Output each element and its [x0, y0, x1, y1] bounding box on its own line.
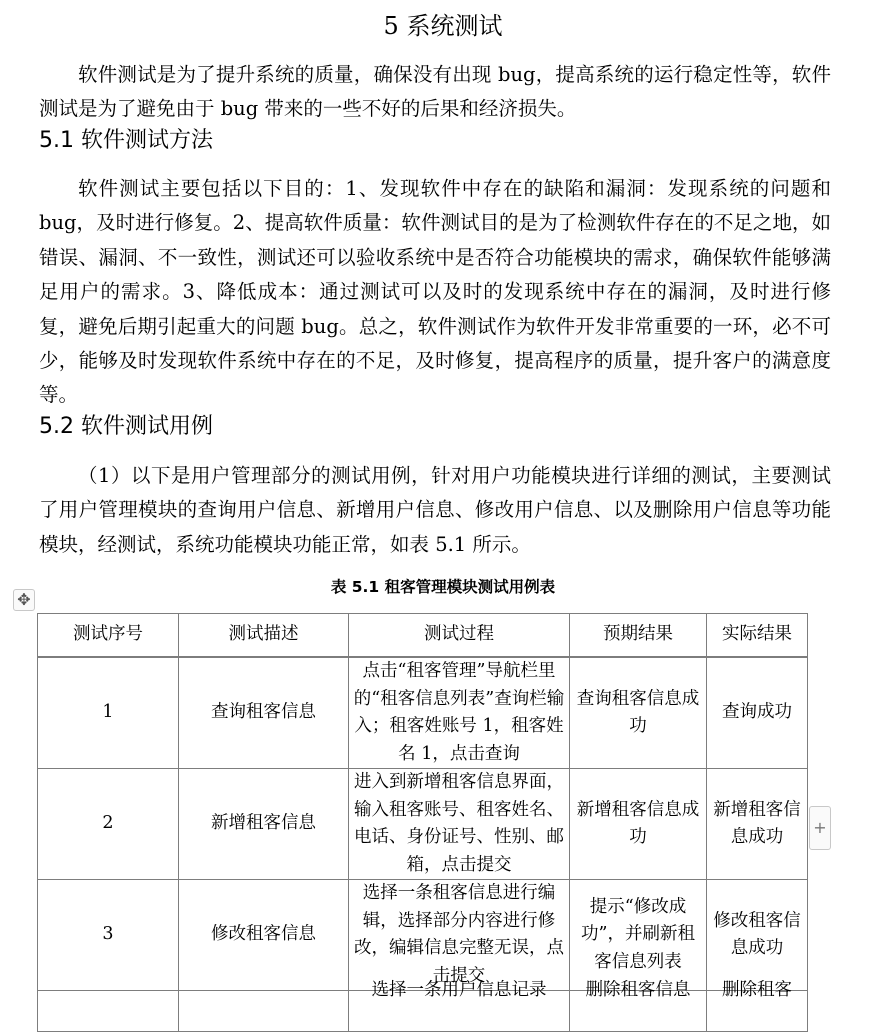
table-header-row — [38, 614, 808, 658]
table-cell — [707, 980, 808, 1032]
section-title-5-2: 5.2 软件测试用例 — [39, 414, 213, 439]
section-5-1-paragraph: 软件测试主要包括以下目的：1、发现软件中存在的缺陷和漏洞：发现系统的问题和 bug，及时进行修复。2、提高软件质量：软件测试目的是为了检测软件存在的不足之地，如错误、漏洞、不一致性，测试还可以验收系统中是否符合功能模块的需求，确保软件能够满足用户的需求。3、降低成本：通过测试可以及时的发现系统中存在的漏洞，及时进行修复，避免后期引起重大的问题 bug。总之，软件测试作为软件开发非常重要的一环，必不可少，能够及时发现软件系统中存在的不足，及时修复，提高程序的质量，提升客户的满意度等。 — [39, 177, 831, 407]
section-title-5-1: 5.1 软件测试方法 — [39, 128, 213, 153]
table-cell: 修改租客信息 — [179, 880, 349, 991]
table-row — [38, 769, 808, 880]
table-cell — [179, 991, 349, 1032]
table-cell: 进入到新增租客信息界面，输入租客账号、租客姓名、电话、身份证号、性别、邮箱，点击提交 — [349, 769, 570, 880]
table-cell: 修改租客信息成功 — [707, 880, 808, 991]
section-5-2-paragraph: （1）以下是用户管理部分的测试用例，针对用户功能模块进行详细的测试，主要测试了用户管理模块的查询用户信息、新增用户信息、修改用户信息、以及删除用户信息等功能模块，经测试，系统功能模块功能正常，如表 5.1 所示。 — [39, 464, 831, 556]
cell-text: 选择一条用户信息记录 — [371, 980, 547, 1000]
table-cell: 点击“租客管理”导航栏里的“租客信息列表”查询栏输入；租客姓账号 1，租客姓名 1，点击查询 — [349, 657, 570, 769]
move-icon[interactable]: ✥ — [13, 589, 35, 611]
cell-text: 删除租客信息 — [585, 980, 691, 1000]
header-cell: 预期结果 — [570, 614, 707, 658]
table-cell: 选择一条租客信息进行编辑，选择部分内容进行修改，编辑信息完整无误，点击提交 — [349, 880, 570, 991]
table-cell — [570, 980, 707, 1032]
table-cell: 新增租客信息 — [179, 769, 349, 880]
table-row — [38, 991, 808, 1032]
cell-text — [42, 977, 174, 989]
table-cell: 提示“修改成功”，并刷新租客信息列表 — [570, 880, 707, 991]
cell-text: 删除租客 — [722, 980, 792, 1000]
header-cell: 测试描述 — [179, 614, 349, 658]
header-cell: 测试序号 — [38, 614, 179, 658]
table-cell: 查询租客信息 — [179, 657, 349, 769]
table-row — [38, 657, 808, 769]
plus-icon[interactable]: + — [809, 806, 831, 850]
table-cell: 查询成功 — [707, 657, 808, 769]
table-row — [38, 880, 808, 991]
table-caption: 表 5.1 租客管理模块测试用例表 — [330, 578, 556, 596]
table-cell — [349, 980, 570, 1032]
table-cell: 2 — [38, 769, 179, 880]
table-cell: 3 — [38, 880, 179, 991]
test-case-table — [37, 613, 808, 1032]
header-cell: 测试过程 — [349, 614, 570, 658]
table-cell — [38, 991, 179, 1032]
table-cell: 查询租客信息成功 — [570, 657, 707, 769]
chapter-title: 5 系统测试 — [383, 12, 503, 40]
cell-text — [183, 977, 344, 989]
intro-paragraph: 软件测试是为了提升系统的质量，确保没有出现 bug，提高系统的运行稳定性等，软件测试是为了避免由于 bug 带来的一些不好的后果和经济损失。 — [39, 63, 831, 121]
header-cell: 实际结果 — [707, 614, 808, 658]
table-cell: 1 — [38, 657, 179, 769]
table-cell: 新增租客信息成功 — [570, 769, 707, 880]
table-cell: 新增租客信息成功 — [707, 769, 808, 880]
